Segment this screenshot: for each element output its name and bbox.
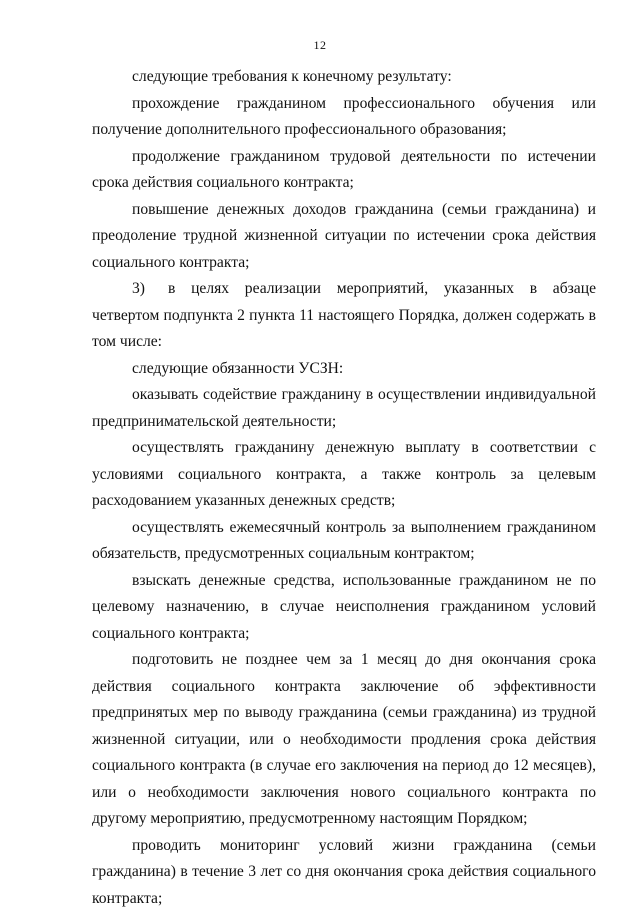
paragraph: следующие обязанности УСЗН: — [92, 356, 596, 383]
page-number: 12 — [0, 38, 640, 53]
paragraph: продолжение гражданином трудовой деятельности по истечении срока действия социального контракта; — [92, 144, 596, 197]
paragraph: проводить мониторинг условий жизни гражданина (семьи гражданина) в течение 3 лет со дня окончания срока действия социального контракта; — [92, 833, 596, 912]
paragraph: оказывать содействие гражданину в осуществлении индивидуальной предпринимательской деятельности; — [92, 382, 596, 435]
paragraph-text: в целях реализации мероприятий, указанных в абзаце четвертом подпункта 2 пункта 11 настоящего Порядка, должен содержать в том числе: — [92, 280, 596, 350]
document-body — [92, 64, 596, 912]
item-number: 3) — [132, 276, 168, 303]
paragraph: осуществлять ежемесячный контроль за выполнением гражданином обязательств, предусмотренных социальным контрактом; — [92, 515, 596, 568]
paragraph: осуществлять гражданину денежную выплату в соответствии с условиями социального контракта, а также контроль за целевым расходованием указанных денежных средств; — [92, 435, 596, 515]
paragraph: повышение денежных доходов гражданина (семьи гражданина) и преодоление трудной жизненной ситуации по истечении срока действия социального контракта; — [92, 197, 596, 277]
paragraph: следующие требования к конечному результату: — [92, 64, 596, 91]
paragraph: взыскать денежные средства, использованные гражданином не по целевому назначению, в случае неисполнения гражданином условий социального контракта; — [92, 568, 596, 648]
paragraph: прохождение гражданином профессионального обучения или получение дополнительного профессионального образования; — [92, 91, 596, 144]
numbered-paragraph — [92, 276, 596, 356]
paragraph: подготовить не позднее чем за 1 месяц до дня окончания срока действия социального контракта заключение об эффективности предпринятых мер по выводу гражданина (семьи гражданина) из трудной жизненной ситуации, или о необходимости продления срока действия социального контракта (в случае его заключения на период до 12 месяцев), или о необходимости заключения нового социального контракта по другому мероприятию, предусмотренному настоящим Порядком; — [92, 647, 596, 833]
